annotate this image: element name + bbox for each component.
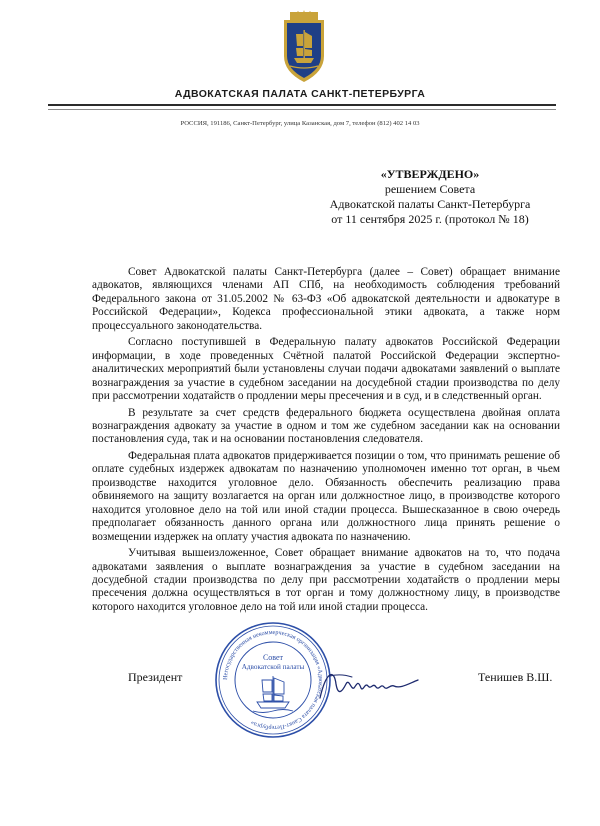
ship-crest-icon [276,10,332,86]
body-paragraph: Учитывая вышеизложенное, Совет обращает внимание адвокатов на то, что подача адвокатами заявления о выплате вознаграждения за участие в судебном заседании на досудебной стадии производства по делу при рассмотрении ходатайств о продлении меры пресечения должна осуществляться в тот орган и тому должностному лицу, в производстве которого находится уголовное дело на той или иной стадии процесса. [92,547,560,613]
approval-line: от 11 сентября 2025 г. (протокол № 18) [331,212,529,226]
body-paragraph: В результате за счет средств федерального бюджета осуществлена двойная оплата вознаграждения адвокату за участие в одном и том же судебном заседании как на основании постановления суда, так и на основании постановления следователя. [92,406,560,446]
handwritten-signature [316,662,422,706]
seal-center-text: Совет [262,653,284,662]
header-divider-thin [48,109,556,110]
approval-block [300,167,560,227]
approval-heading: «УТВЕРЖДЕНО» [380,167,480,181]
seal-ring-text: Негосударственная некоммерческая организация «Адвокатская палата Санкт-Петербурга» [221,628,325,732]
body-paragraph: Совет Адвокатской палаты Санкт-Петербурга (далее – Совет) обращает внимание адвокатов, являющихся членами АП СПб, на необходимость соблюдения требований Федерального закона от 31.05.2002 № 63-ФЗ «Об адвокатской деятельности и адвокатуре в Российской Федерации», Кодекса профессиональной этики адвоката, а также норм процессуального законодательства. [92,266,560,332]
header-divider [48,104,556,106]
organization-name: АДВОКАТСКАЯ ПАЛАТА САНКТ-ПЕТЕРБУРГА [174,88,426,100]
body-paragraph: Согласно поступившей в Федеральную палату адвокатов Российской Федерации информации, в ходе проведенных Счётной палатой Российской Федерации экспертно-аналитических мероприятий были установлены случаи подачи адвокатами заявлений о выплате вознаграждения за участие в судебном заседании на досудебной стадии производства по делу при рассмотрении ходатайств о продлении меры пресечения и в суд, и в следственный орган. [92,336,560,403]
seal-center-text: Адвокатской палаты [241,663,305,671]
document-body [92,266,560,617]
signatory-name: Тенишев В.Ш. [478,670,553,684]
signatory-position: Президент [128,670,183,684]
approval-line: решением Совета [384,182,476,196]
seal-ship-icon [253,676,293,713]
body-paragraph: Федеральная плата адвокатов придерживается позиции о том, что принимать решение об оплате судебных издержек адвокатам по назначению уполномочен именно тот орган, в чьем производстве находится уголовное дело. Обязанность обеспечить реализацию права обвиняемого на защиту возлагается на орган или должностное лицо, в производстве которого находится уголовное дело на той или иной стадии процесса. Вышесказанное в свою очередь предполагает обязанность данного органа или должностного лица принять решение о возмещении издержек на оплату участия адвоката по назначению. [92,449,560,543]
organization-seal [213,620,333,740]
approval-line: Адвокатской палаты Санкт-Петербурга [329,197,531,211]
organization-address: РОССИЯ, 191186, Санкт-Петербург, улица Казанская, дом 7, телефон (812) 402 14 03 [180,120,420,127]
